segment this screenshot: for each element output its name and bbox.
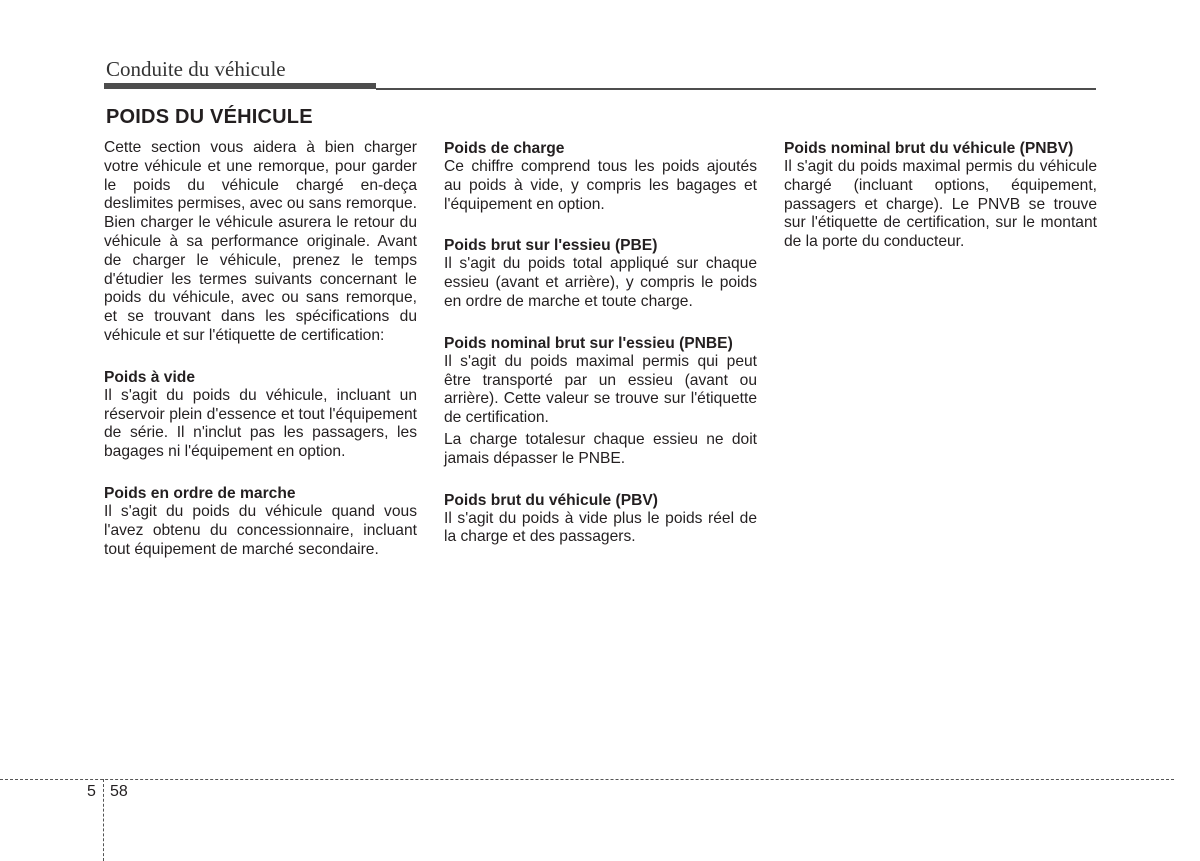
- term-heading: Poids de charge: [444, 140, 565, 157]
- term-block-pnbe: [444, 334, 757, 469]
- term-block-poids-ordre-marche: [104, 484, 417, 559]
- intro-block: [104, 139, 417, 346]
- term-block-poids-de-charge: [444, 139, 757, 214]
- term-block-pnbv: [784, 139, 1097, 252]
- term-heading: Poids en ordre de marche: [104, 484, 296, 502]
- chapter-title: Conduite du véhicule: [106, 57, 286, 81]
- chapter-number: 5: [87, 783, 96, 800]
- footer-dashed-rule: [0, 779, 1174, 780]
- column-3: [784, 139, 1097, 274]
- column-2: [444, 139, 757, 569]
- term-heading: Poids brut sur l'essieu (PBE): [444, 237, 658, 255]
- term-paragraph: Il s'agit du poids total appliqué sur chaque essieu (avant et arrière), y compris le poids en ordre de marche et toute charge.: [444, 255, 757, 310]
- footer-dashed-divider: [103, 779, 104, 861]
- header-rule-thin: [376, 88, 1096, 90]
- term-paragraph: Ce chiffre comprend tous les poids ajoutés au poids à vide, y compris les bagages et l'équipement en option.: [444, 158, 757, 213]
- page-number: 58: [110, 783, 128, 800]
- header-rule-thick: [104, 83, 376, 89]
- term-heading: Poids à vide: [104, 368, 195, 386]
- column-1: [104, 139, 417, 581]
- term-paragraph: Il s'agit du poids maximal permis du véhicule chargé (incluant options, équipement, passagers et charge). Le PNVB se trouve sur l'étiquette de certification, sur le montant de la porte du conducteur.: [784, 158, 1097, 251]
- term-block-poids-a-vide: [104, 368, 417, 462]
- term-paragraph: Il s'agit du poids du véhicule, incluant un réservoir plein d'essence et tout l'équipement de série. Il n'inclut pas les passagers, les bagages ni l'équipement en option.: [104, 386, 417, 461]
- term-block-pbv: [444, 491, 757, 548]
- term-paragraph: Il s'agit du poids du véhicule quand vous l'avez obtenu du concessionnaire, incluant tout équipement de marché secondaire.: [104, 502, 417, 558]
- term-paragraph: La charge totalesur chaque essieu ne doit jamais dépasser le PNBE.: [444, 430, 757, 467]
- term-block-pbe: [444, 236, 757, 311]
- term-heading: Poids nominal brut du véhicule (PNBV): [784, 140, 1074, 157]
- term-paragraph: Il s'agit du poids maximal permis qui peut être transporté par un essieu (avant ou arrière). Cette valeur se trouve sur l'étiquette de certification.: [444, 352, 757, 427]
- intro-paragraph: Cette section vous aidera à bien charger votre véhicule et une remorque, pour garder le poids du véhicule chargé en-deça deslimites permises, avec ou sans remorque. Bien charger le véhicule asurera le retour du véhicule à sa performance originale. Avant de charger le véhicule, prenez le temps d'étudier les termes suivants concernant le poids du véhicule, avec ou sans remorque, et se trouvant dans les spécifications du véhicule et sur l'étiquette de certification:: [104, 139, 417, 344]
- term-heading: Poids nominal brut sur l'essieu (PNBE): [444, 334, 733, 352]
- term-paragraph: Il s'agit du poids à vide plus le poids réel de la charge et des passagers.: [444, 509, 757, 546]
- term-heading: Poids brut du véhicule (PBV): [444, 491, 659, 509]
- section-title: POIDS DU VÉHICULE: [106, 106, 313, 128]
